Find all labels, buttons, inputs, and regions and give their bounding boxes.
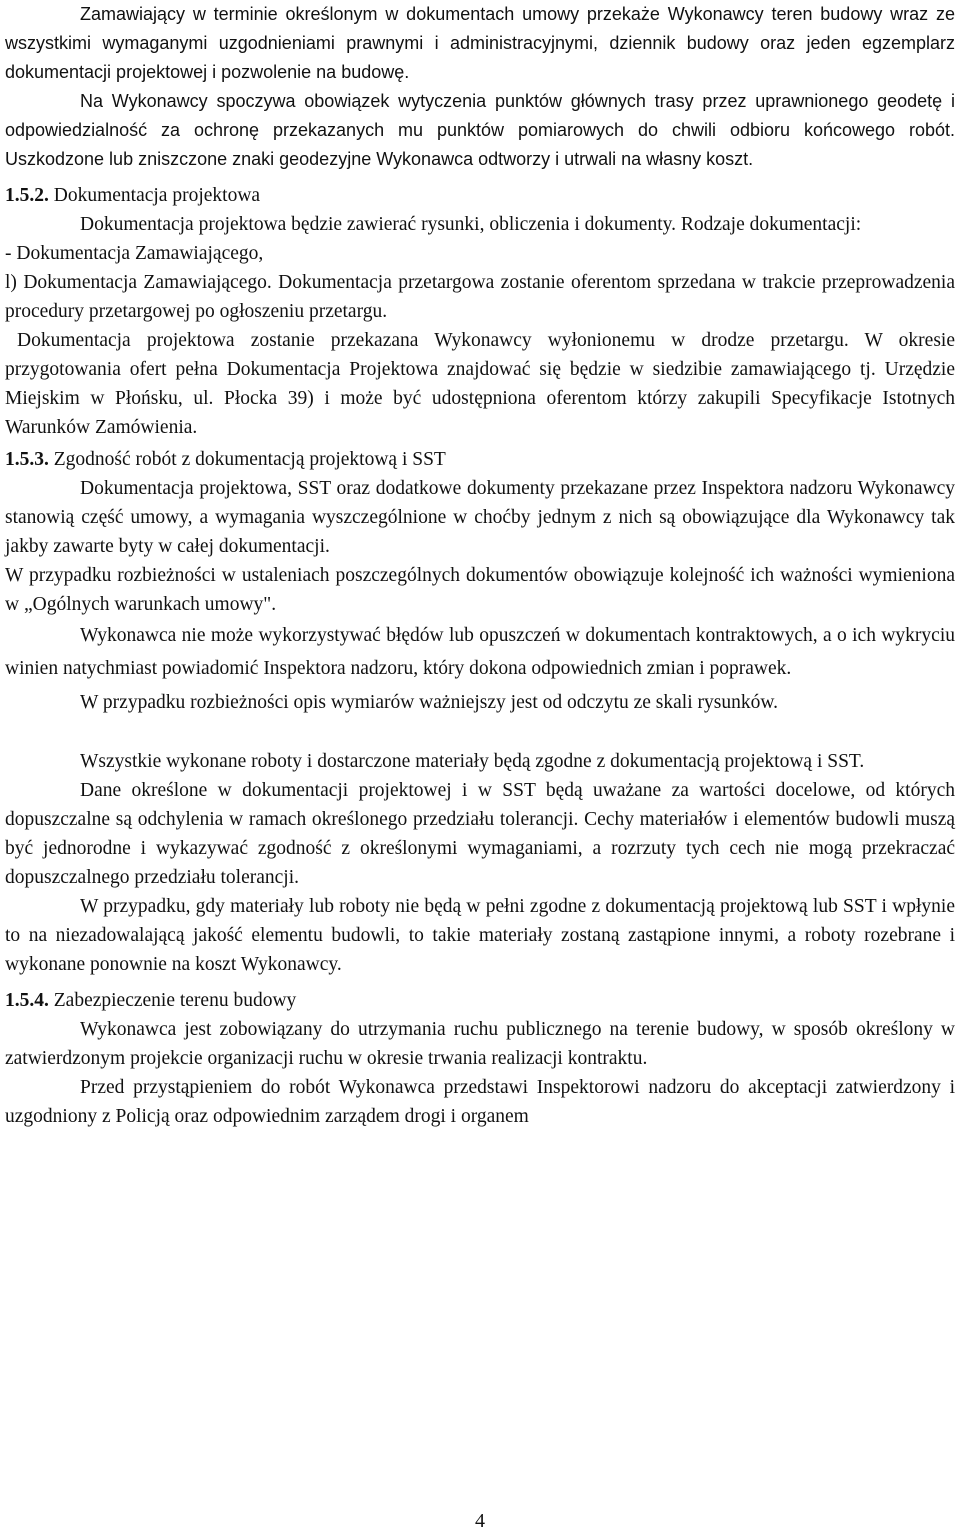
paragraph: Przed przystąpieniem do robót Wykonawca przedstawi Inspektorowi nadzoru do akceptacji zatwierdzony i uzgodniony z Policją oraz odpowiednim zarządem drogi i organem: [5, 1077, 955, 1127]
section-number: 1.5.3.: [5, 449, 49, 470]
section-number: 1.5.2.: [5, 185, 49, 206]
paragraph: l) Dokumentacja Zamawiającego. Dokumentacja przetargowa zostanie oferentom sprzedana w trakcie przeprowadzenia procedury przetargowej po ogłoszeniu przetargu.: [5, 272, 955, 322]
intro-paragraph-2: Na Wykonawcy spoczywa obowiązek wytyczenia punktów głównych trasy przez uprawnionego geodetę i odpowiedzialność za ochronę przekazanych mu punktów pomiarowych do chwili odbioru końcowego robót. Uszkodzone lub zniszczone znaki geodezyjne Wykonawca odtworzy i utrwali na własny koszt.: [5, 91, 955, 169]
paragraph: Dokumentacja projektowa zostanie przekazana Wykonawcy wyłonionemu w drodze przetargu. W okresie przygotowania ofert pełna Dokumentacja Projektowa znajdować się będzie w siedzibie zamawiającego tj. Urzędzie Miejskim w Płońsku, ul. Płocka 39) i może być udostępniona oferentom którzy zakupili Specyfikacje Istotnych Warunków Zamówienia.: [5, 330, 955, 438]
paragraph: W przypadku rozbieżności opis wymiarów ważniejszy jest od odczytu ze skali rysunków.: [80, 692, 779, 713]
section-number: 1.5.4.: [5, 990, 49, 1011]
paragraph: W przypadku rozbieżności w ustaleniach poszczególnych dokumentów obowiązuje kolejność ich ważności wymieniona w „Ogólnych warunkach umowy".: [5, 565, 955, 615]
section-title: Zgodność robót z dokumentacją projektową i SST: [53, 449, 446, 470]
section-title: Zabezpieczenie terenu budowy: [53, 990, 297, 1011]
section-heading-1-5-2: [5, 181, 955, 210]
paragraph: Dokumentacja projektowa, SST oraz dodatkowe dokumenty przekazane przez Inspektora nadzoru Wykonawcy stanowią część umowy, a wymagania wyszczególnione w choćby jednym z nich są obowiązujące dla Wykonawcy tak jakby zawarte byty w całej dokumentacji.: [5, 478, 955, 557]
paragraph: Wykonawca nie może wykorzystywać błędów lub opuszczeń w dokumentach kontraktowych, a o ich wykryciu winien natychmiast powiadomić Inspektora nadzoru, który dokona odpowiednich zmian i poprawek.: [5, 625, 955, 679]
page-number: 4: [475, 1510, 485, 1532]
paragraph: Dokumentacja projektowa będzie zawierać rysunki, obliczenia i dokumenty. Rodzaje dokumentacji:: [80, 214, 862, 235]
paragraph: Wykonawca jest zobowiązany do utrzymania ruchu publicznego na terenie budowy, w sposób określony w zatwierdzonym projekcie organizacji ruchu w okresie trwania realizacji kontraktu.: [5, 1019, 955, 1069]
paragraph: W przypadku, gdy materiały lub roboty nie będą w pełni zgodne z dokumentacją projektową lub SST i wpłynie to na niezadowalającą jakość elementu budowli, to takie materiały zostaną zastąpione innymi, a roboty rozebrane i wykonane ponownie na koszt Wykonawcy.: [5, 896, 955, 975]
document-page: [5, 0, 955, 1131]
section-heading-1-5-4: [5, 986, 955, 1015]
section-title: Dokumentacja projektowa: [53, 185, 261, 206]
intro-paragraph-1: Zamawiający w terminie określonym w dokumentach umowy przekaże Wykonawcy teren budowy wraz ze wszystkimi wymaganymi uzgodnieniami prawnymi i administracyjnymi, dziennik budowy oraz jeden egzemplarz dokumentacji projektowej i pozwolenie na budowę.: [5, 4, 955, 82]
list-item: - Dokumentacja Zamawiającego,: [5, 243, 264, 264]
paragraph: Wszystkie wykonane roboty i dostarczone materiały będą zgodne z dokumentacją projektową i SST.: [80, 751, 865, 772]
paragraph: Dane określone w dokumentacji projektowej i w SST będą uważane za wartości docelowe, od których dopuszczalne są odchylenia w ramach określonego przedziału tolerancji. Cechy materiałów i elementów budowli muszą być jednorodne i wykazywać zgodność z określonymi wymaganiami, a rozrzuty tych cech nie mogą przekraczać dopuszczalnego przedziału tolerancji.: [5, 780, 955, 888]
section-heading-1-5-3: [5, 445, 955, 474]
